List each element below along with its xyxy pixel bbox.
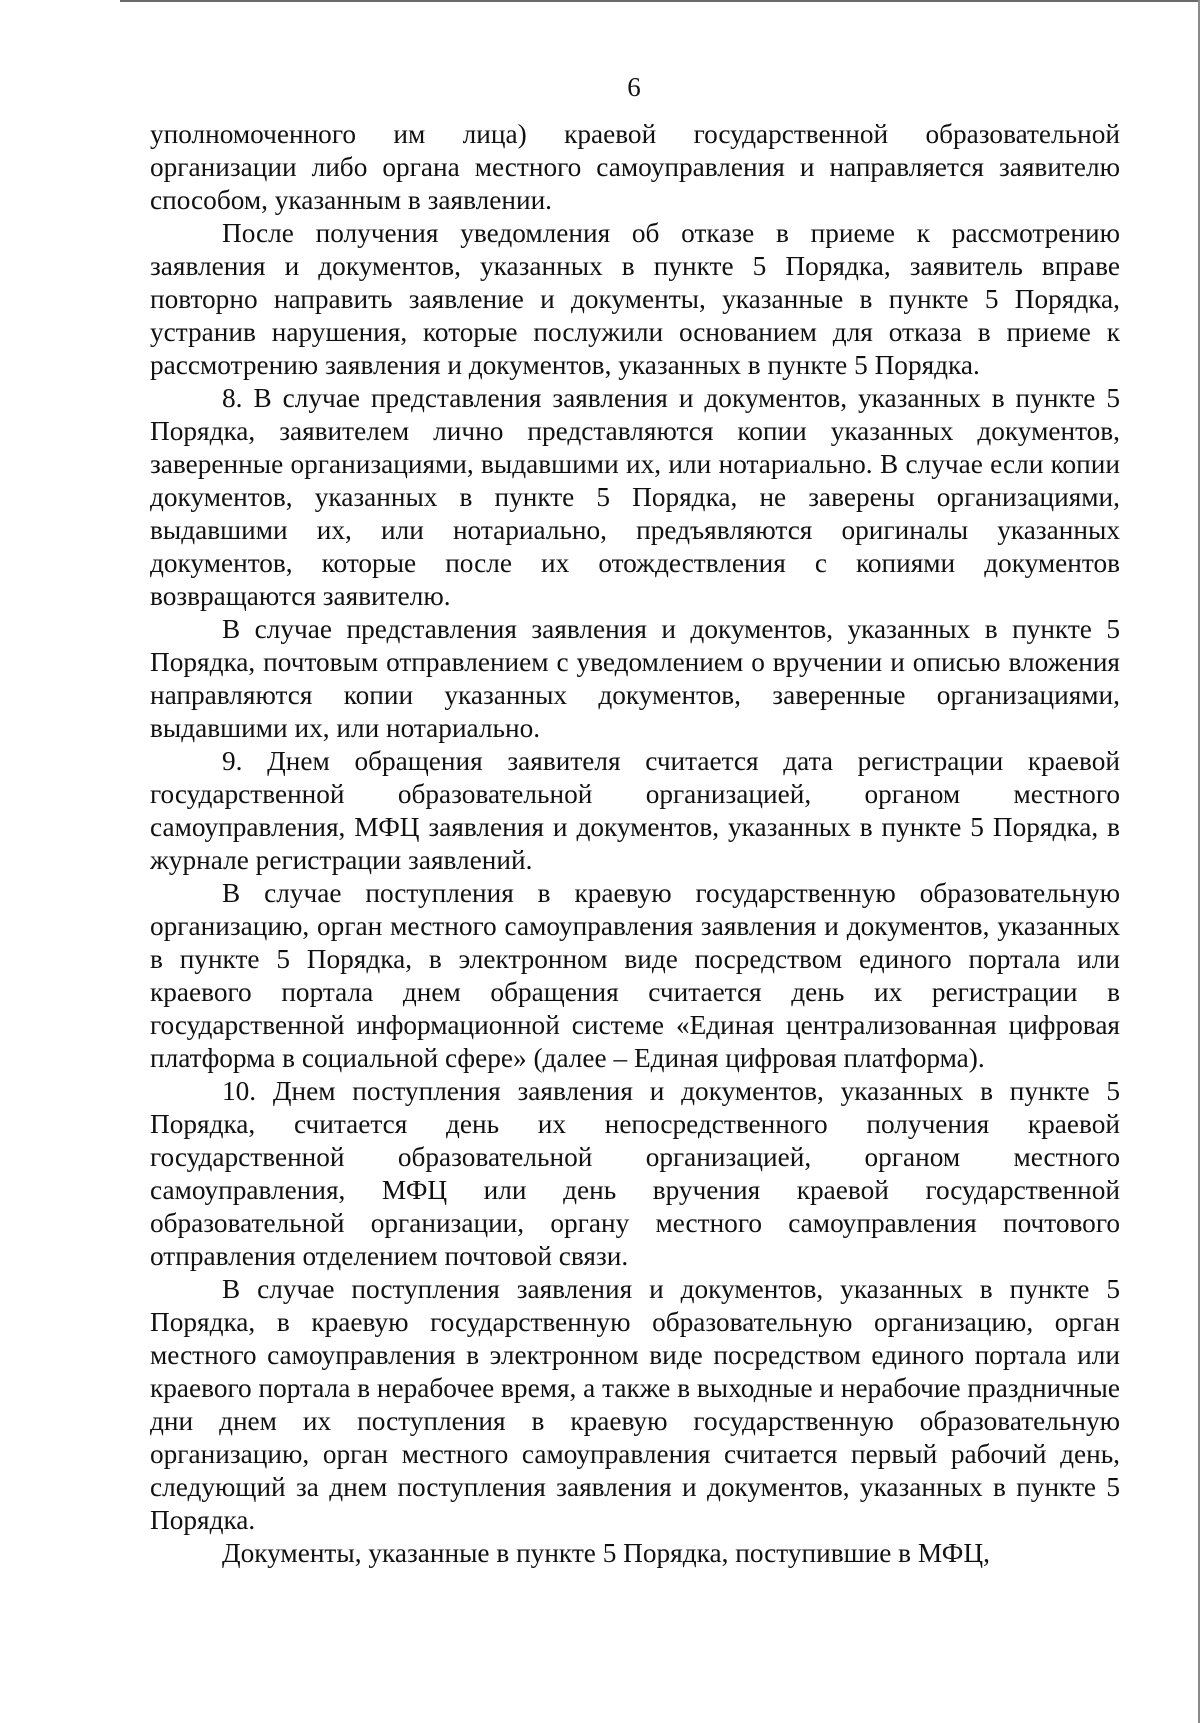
paragraph-item-9: 9. Днем обращения заявителя считается дата регистрации краевой государственной образовательной организацией, органом местного самоуправления, МФЦ заявления и документов, указанных в пункте 5 Порядка, в журнале регистрации заявлений.: [150, 746, 1120, 875]
paragraph-mfc-documents: Документы, указанные в пункте 5 Порядка, поступившие в МФЦ,: [222, 1538, 990, 1568]
document-body: [150, 118, 1120, 1570]
paragraph-item-10: 10. Днем поступления заявления и документов, указанных в пункте 5 Порядка, считается день их непосредственного получения краевой государственной образовательной организацией, органом местного самоуправления, МФЦ или день вручения краевой государственной образовательной организации, органу местного самоуправления почтового отправления отделением почтовой связи.: [150, 1076, 1120, 1271]
paragraph-resubmission: После получения уведомления об отказе в приеме к рассмотрению заявления и документов, указанных в пункте 5 Порядка, заявитель вправе повторно направить заявление и документы, указанные в пункте 5 Порядка, устранив нарушения, которые послужили основанием для отказа в приеме к рассмотрению заявления и документов, указанных в пункте 5 Порядка.: [150, 218, 1120, 380]
paragraph-postal-submission: В случае представления заявления и документов, указанных в пункте 5 Порядка, почтовым отправлением с уведомлением о вручении и описью вложения направляются копии указанных документов, заверенные организациями, выдавшими их, или нотариально.: [150, 614, 1120, 743]
page-number: 6: [627, 72, 641, 102]
paragraph-item-8: 8. В случае представления заявления и документов, указанных в пункте 5 Порядка, заявителем лично представляются копии указанных документов, заверенные организациями, выдавшими их, или нотариально. В случае если копии документов, указанных в пункте 5 Порядка, не заверены организациями, выдавшими их, или нотариально, предъявляются оригиналы указанных документов, которые после их отождествления с копиями документов возвращаются заявителю.: [150, 383, 1120, 611]
paragraph-electronic-submission: В случае поступления в краевую государственную образовательную организацию, орган местного самоуправления заявления и документов, указанных в пункте 5 Порядка, в электронном виде посредством единого портала или краевого портала днем обращения считается день их регистрации в государственной информационной системе «Единая централизованная цифровая платформа в социальной сфере» (далее – Единая цифровая платформа).: [150, 878, 1120, 1073]
scan-edge-top: [120, 0, 1200, 2]
paragraph-continuation: уполномоченного им лица) краевой государственной образовательной организации либо органа местного самоуправления и направляется заявителю способом, указанным в заявлении.: [150, 119, 1120, 215]
paragraph-nonworking-time: В случае поступления заявления и документов, указанных в пункте 5 Порядка, в краевую государственную образовательную организацию, орган местного самоуправления в электронном виде посредством единого портала или краевого портала в нерабочее время, а также в выходные и нерабочие праздничные дни днем их поступления в краевую государственную образовательную организацию, орган местного самоуправления считается первый рабочий день, следующий за днем поступления заявления и документов, указанных в пункте 5 Порядка.: [150, 1274, 1120, 1535]
